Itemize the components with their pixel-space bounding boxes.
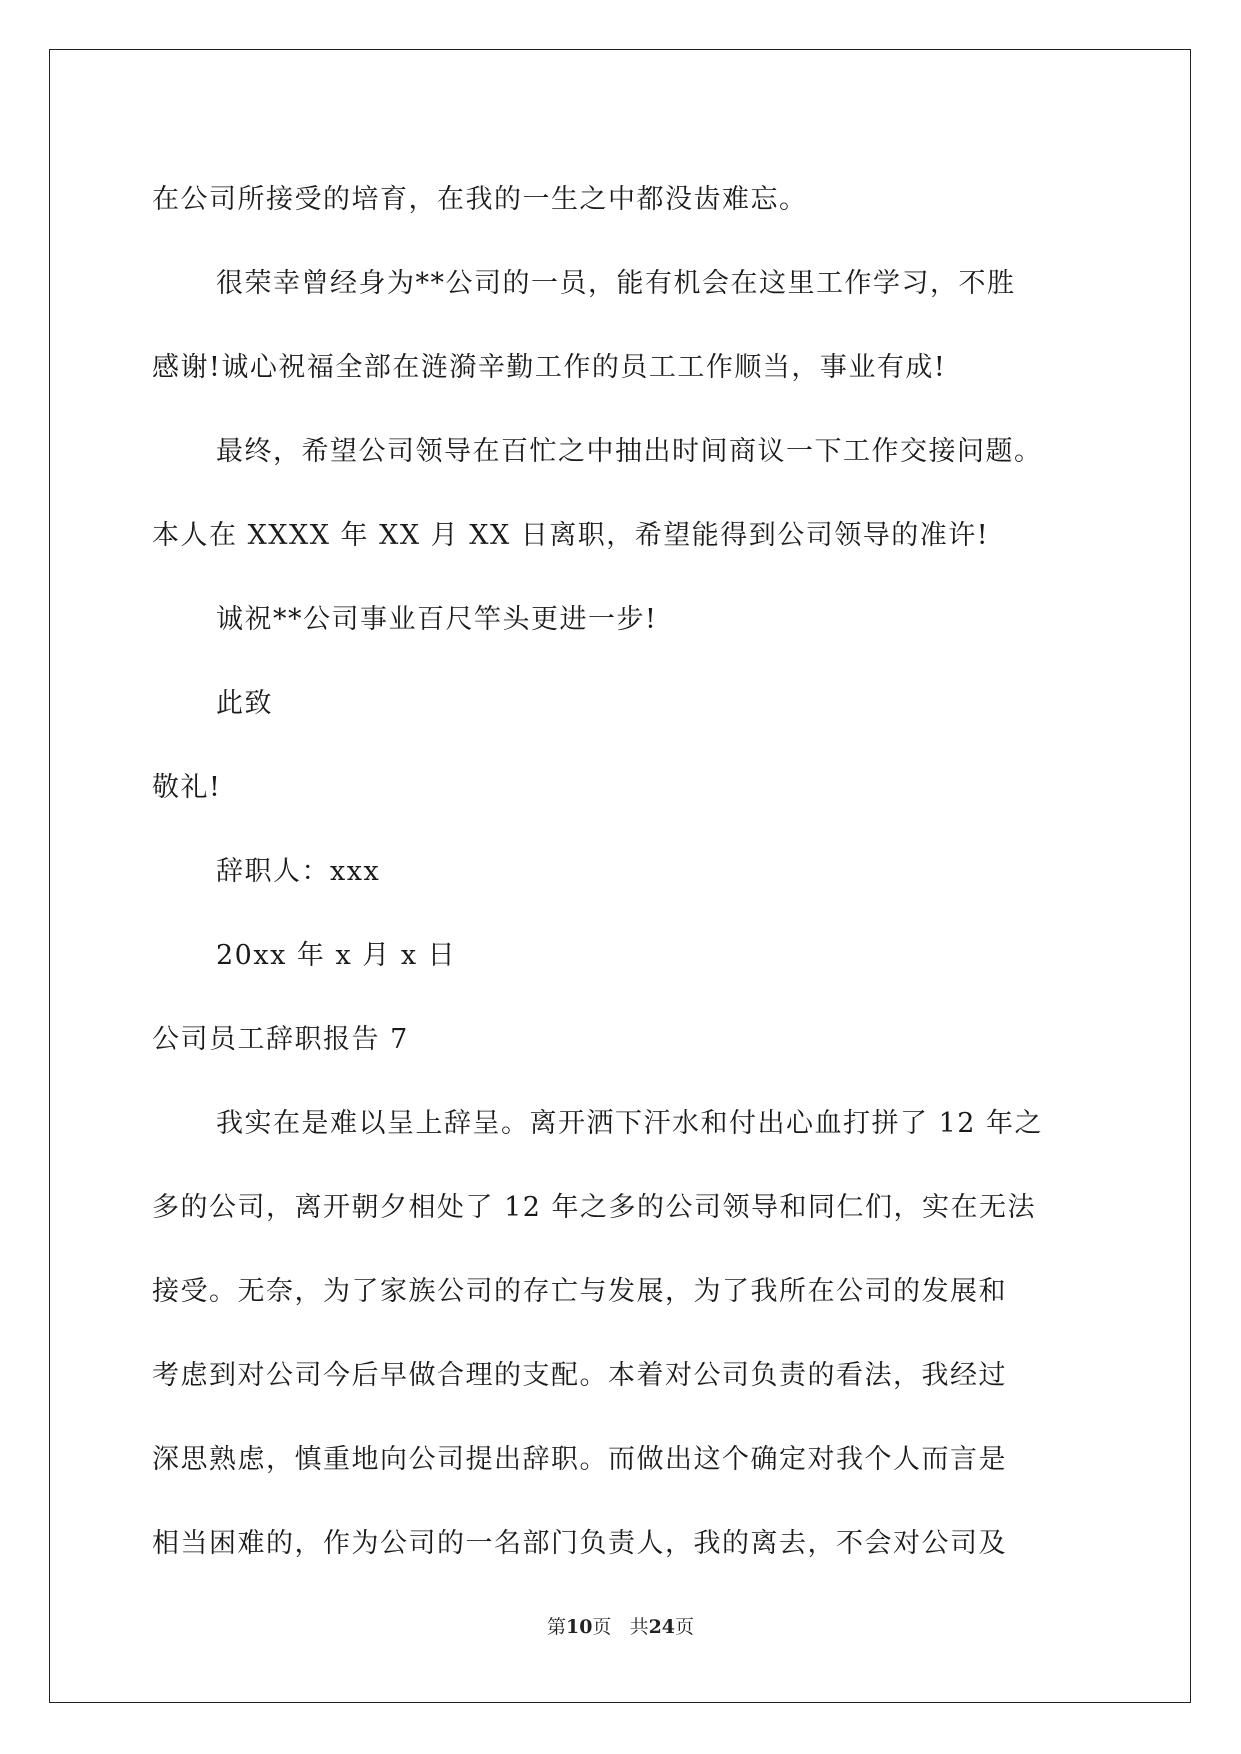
text-line: 最终，希望公司领导在百忙之中抽出时间商议一下工作交接问题。 [216, 436, 1043, 467]
total-pages: 24 [648, 1616, 676, 1638]
page-prefix: 第 [546, 1616, 566, 1638]
page-suffix: 页 [592, 1616, 612, 1638]
document-body [152, 158, 1092, 1586]
page-footer [0, 1612, 1241, 1639]
text-line: 我实在是难以呈上辞呈。离开洒下汗水和付出心血打拼了 12 年之 [216, 1108, 1044, 1139]
page-number: 10 [565, 1616, 593, 1638]
text-line: 多的公司，离开朝夕相处了 12 年之多的公司领导和同仁们，实在无法 [152, 1192, 1037, 1223]
text-line: 考虑到对公司今后早做合理的支配。本着对公司负责的看法，我经过 [152, 1360, 1007, 1391]
total-prefix: 共 [629, 1616, 649, 1638]
total-suffix: 页 [675, 1616, 695, 1638]
text-line: 相当困难的，作为公司的一名部门负责人，我的离去，不会对公司及 [152, 1528, 1007, 1559]
signature-date: 20xx 年 x 月 x 日 [216, 940, 457, 971]
text-line: 感谢!诚心祝福全部在涟漪辛勤工作的员工工作顺当，事业有成! [152, 352, 947, 383]
text-line: 很荣幸曾经身为**公司的一员，能有机会在这里工作学习，不胜 [216, 268, 1016, 299]
text-line: 深思熟虑，慎重地向公司提出辞职。而做出这个确定对我个人而言是 [152, 1444, 1007, 1475]
section-heading: 公司员工辞职报告 7 [152, 1024, 409, 1055]
text-line: 诚祝**公司事业百尺竿头更进一步! [216, 604, 658, 635]
text-line: 接受。无奈，为了家族公司的存亡与发展，为了我所在公司的发展和 [152, 1276, 1007, 1307]
closing-salutation: 此致 [216, 688, 273, 719]
text-line: 本人在 XXXX 年 XX 月 XX 日离职，希望能得到公司领导的准许! [152, 520, 990, 551]
text-line: 在公司所接受的培育，在我的一生之中都没齿难忘。 [152, 184, 808, 215]
signature-name: 辞职人：xxx [216, 856, 381, 887]
closing-regards: 敬礼! [152, 772, 222, 803]
